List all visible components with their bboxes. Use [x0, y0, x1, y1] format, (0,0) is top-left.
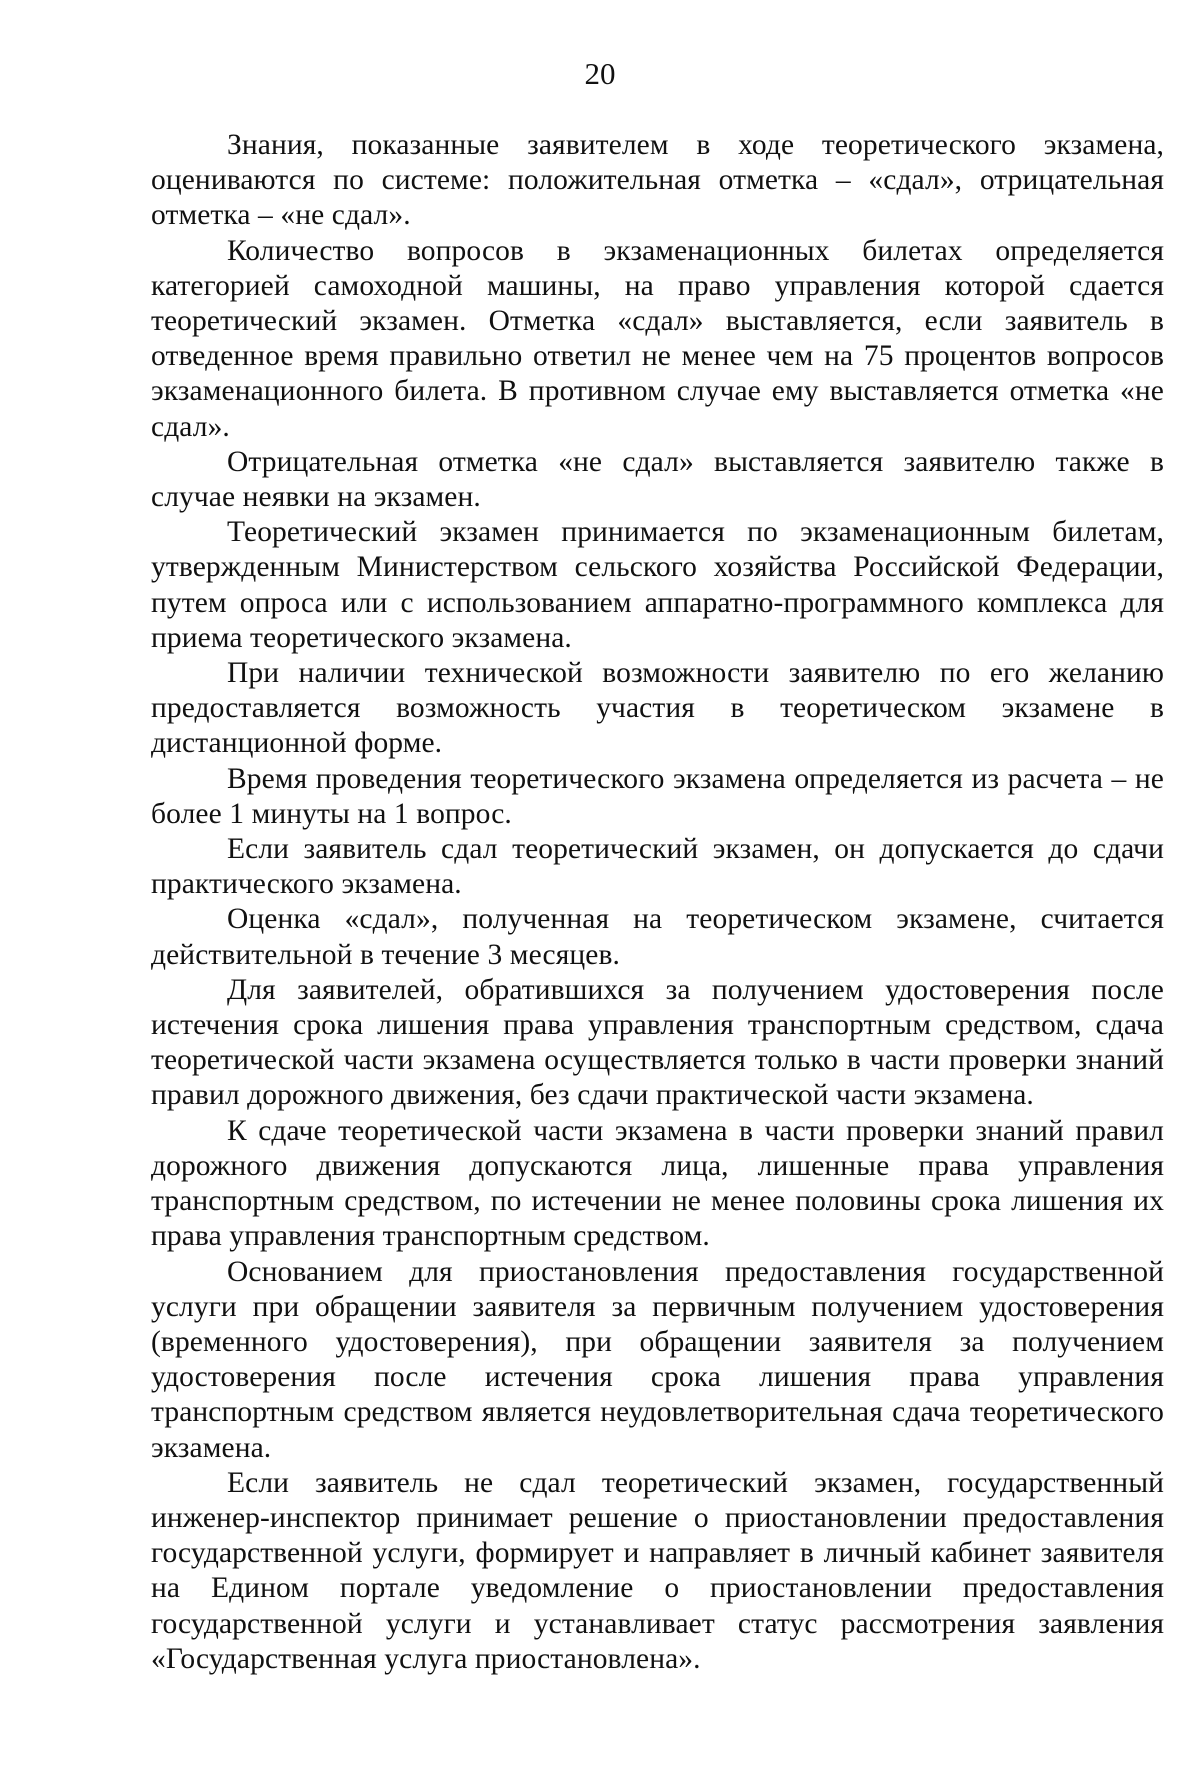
paragraph-absence-fail: Отрицательная отметка «не сдал» выставляется заявителю также в случае неявки на экзамен.	[151, 445, 1164, 514]
page-number: 20	[584, 56, 616, 91]
paragraph-exam-duration: Время проведения теоретического экзамена определяется из расчета – не более 1 минуты на 1 вопрос.	[151, 762, 1164, 830]
paragraph-deprivation-admission: К сдаче теоретической части экзамена в части проверки знаний правил дорожного движения допускаются лица, лишенные права управления транспортным средством, по истечении не менее половины срока лишения их права управления транспортным средством.	[151, 1114, 1164, 1253]
paragraph-exam-grading: Знания, показанные заявителем в ходе теоретического экзамена, оцениваются по системе: положительная отметка – «сдал», отрицательная отметка – «не сдал».	[151, 129, 1164, 232]
paragraph-suspension-grounds: Основанием для приостановления предоставления государственной услуги при обращении заявителя за первичным получением удостоверения (временного удостоверения), при обращении заявителя за получением удостоверения после истечения срока лишения права управления транспортным средством является неудовлетворительная сдача теоретического экзамена.	[151, 1255, 1164, 1464]
paragraph-deprivation-theory: Для заявителей, обратившихся за получением удостоверения после истечения срока лишения права управления транспортным средством, сдача теоретической части экзамена осуществляется только в части проверки знаний правил дорожного движения, без сдачи практической части экзамена.	[151, 973, 1164, 1112]
paragraph-question-count: Количество вопросов в экзаменационных билетах определяется категорией самоходной машины, на право управления которой сдается теоретический экзамен. Отметка «сдал» выставляется, если заявитель в отведенное время правильно ответил не менее чем на 75 процентов вопросов экзаменационного билета. В противном случае ему выставляется отметка «не сдал».	[151, 234, 1164, 443]
document-body	[151, 128, 1164, 1677]
paragraph-exam-method: Теоретический экзамен принимается по экзаменационным билетам, утвержденным Министерством сельского хозяйства Российской Федерации, путем опроса или с использованием аппаратно-программного комплекса для приема теоретического экзамена.	[151, 516, 1164, 654]
paragraph-remote-exam: При наличии технической возможности заявителю по его желанию предоставляется возможность участия в теоретическом экзамене в дистанционной форме.	[151, 657, 1164, 760]
paragraph-practical-admission: Если заявитель сдал теоретический экзамен, он допускается до сдачи практического экзамена.	[151, 833, 1164, 901]
paragraph-grade-validity: Оценка «сдал», полученная на теоретическом экзамене, считается действительной в течение 3 месяцев.	[151, 903, 1164, 971]
paragraph-suspension-decision: Если заявитель не сдал теоретический экзамен, государственный инженер-инспектор принимает решение о приостановлении предоставления государственной услуги, формирует и направляет в личный кабинет заявителя на Едином портале уведомление о приостановлении предоставления государственной услуги и устанавливает статус рассмотрения заявления «Государственная услуга приостановлена».	[151, 1466, 1164, 1675]
